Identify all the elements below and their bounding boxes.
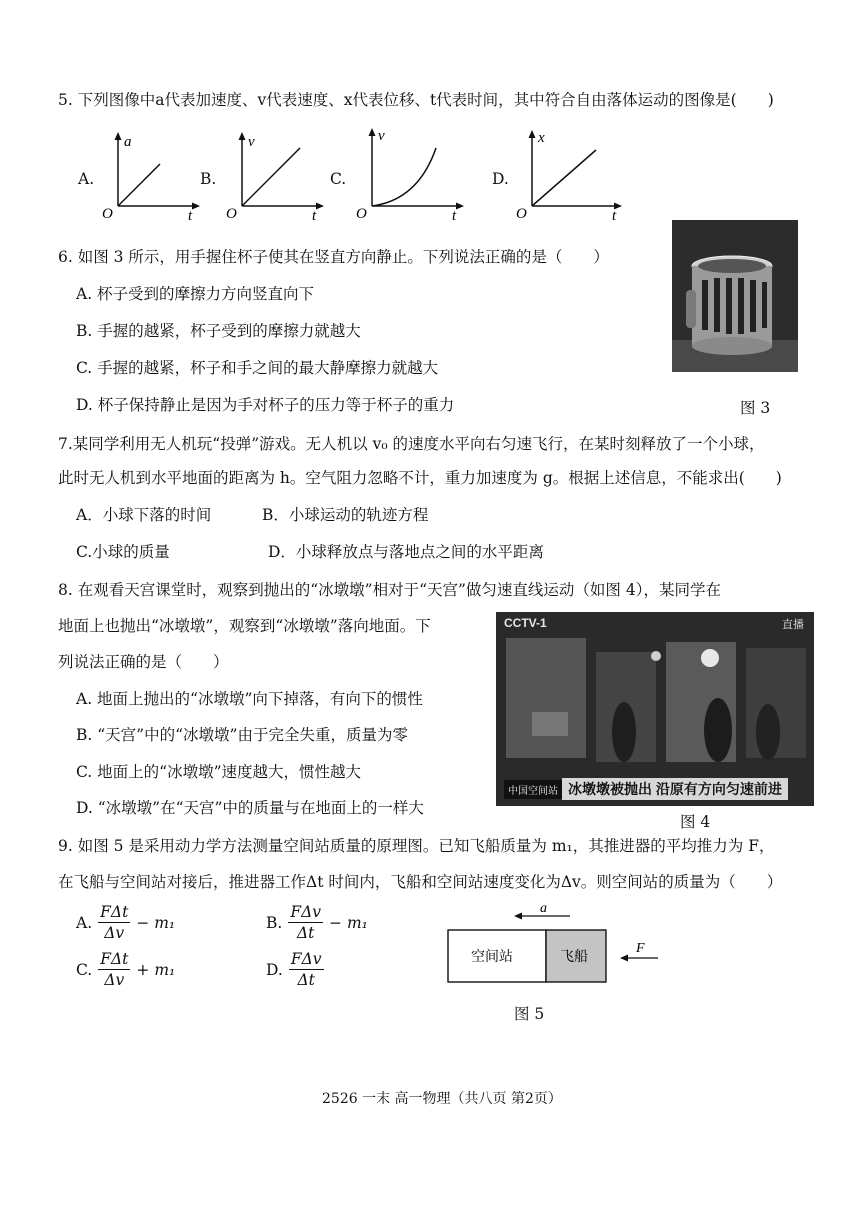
tv-headline: 冰墩墩被抛出 沿原有方向匀速前进 <box>562 778 788 800</box>
q5-graph-c-yaxis: v <box>378 128 385 144</box>
q9-option-b-numerator: FΔv <box>290 903 322 921</box>
q8-option-a: A. 地面上抛出的“冰墩墩”向下掉落，有向下的惯性 <box>76 690 423 708</box>
q9-option-b-letter: B. <box>266 913 283 932</box>
q5-graph-c-origin: O <box>356 206 367 220</box>
q6-option-d: D. 杯子保持静止是因为手对杯子的压力等于杯子的重力 <box>76 396 455 414</box>
q5-graph-d-xaxis: t <box>612 208 617 220</box>
q8-tv-screenshot <box>496 612 814 806</box>
q9-option-a-fraction <box>98 903 130 942</box>
q5-graph-c-xaxis: t <box>452 208 457 220</box>
q6-stem: 6. 如图 3 所示，用手握住杯子使其在竖直方向静止。下列说法正确的是（ ） <box>58 248 609 266</box>
q6-figure-caption: 图 3 <box>740 399 771 417</box>
q9-ship-label: 飞船 <box>560 950 588 965</box>
q5-stem: 5. 下列图像中a代表加速度、v代表速度、x代表位移、t代表时间，其中符合自由落体运动的图像是( ) <box>58 91 774 109</box>
q9-option-d <box>266 950 330 989</box>
q9-line1: 9. 如图 5 是采用动力学方法测量空间站质量的原理图。已知飞船质量为 m₁，其推进器的平均推力为 F， <box>58 837 775 855</box>
q9-option-d-numerator: FΔv <box>290 950 322 968</box>
q5-graph-c-letter: C. <box>330 170 347 188</box>
q9-accel-label: a <box>540 901 547 916</box>
q9-option-c-letter: C. <box>76 960 93 979</box>
q9-force-label: F <box>636 941 645 956</box>
q9-option-d-letter: D. <box>266 960 283 979</box>
q9-option-c-tail: + m₁ <box>136 960 176 979</box>
q9-option-c-fraction <box>98 950 130 989</box>
q5-graph-a <box>98 128 208 220</box>
q9-option-a-tail: − m₁ <box>136 913 176 932</box>
q5-graph-a-yaxis: a <box>124 134 132 150</box>
q9-option-b-tail: − m₁ <box>329 913 368 932</box>
q6-option-b: B. 手握的越紧，杯子受到的摩擦力就越大 <box>76 322 361 340</box>
q8-line2: 地面上也抛出“冰墩墩”，观察到“冰墩墩”落向地面。下 <box>58 617 431 635</box>
q5-graph-d-letter: D. <box>492 170 509 188</box>
q9-option-b <box>266 903 368 942</box>
q9-option-a-letter: A. <box>76 913 93 932</box>
q5-graph-c <box>352 122 472 220</box>
tv-logo: CCTV-1 <box>504 616 547 630</box>
q8-option-b: B. “天宫”中的“冰墩墩”由于完全失重，质量为零 <box>76 726 408 744</box>
q5-graph-d-origin: O <box>516 206 527 220</box>
q9-option-a-numerator: FΔt <box>100 903 129 921</box>
q6-option-a: A. 杯子受到的摩擦力方向竖直向下 <box>76 285 315 303</box>
q8-option-d: D. “冰墩墩”在“天宫”中的质量与在地面上的一样大 <box>76 799 424 817</box>
q9-option-c-numerator: FΔt <box>100 950 129 968</box>
q9-option-a <box>76 903 175 942</box>
q5-graph-b-yaxis: v <box>248 134 255 150</box>
q9-option-b-denominator: Δt <box>296 924 315 942</box>
q9-option-c-denominator: Δv <box>104 971 125 989</box>
q9-diagram <box>440 900 670 992</box>
q7-option-a: A．小球下落的时间 <box>76 506 212 524</box>
q6-option-c: C. 手握的越紧，杯子和手之间的最大静摩擦力就越大 <box>76 359 439 377</box>
tv-live-tag: 直播 <box>782 619 804 631</box>
q7-option-c: C.小球的质量 <box>76 543 170 561</box>
q5-graph-b-xaxis: t <box>312 208 317 220</box>
q9-line2: 在飞船与空间站对接后，推进器工作Δt 时间内，飞船和空间站速度变化为Δv。则空间站的质量为（ ） <box>58 873 783 891</box>
q9-option-d-fraction <box>289 950 324 989</box>
tv-badge: 中国空间站 <box>504 780 562 799</box>
q9-figure-caption: 图 5 <box>514 1005 545 1023</box>
q7-option-b: B．小球运动的轨迹方程 <box>262 506 429 524</box>
q6-cup-photo <box>672 220 798 372</box>
space-station-scene <box>496 612 814 806</box>
q7-option-d: D．小球释放点与落地点之间的水平距离 <box>268 543 544 561</box>
q5-graph-d-yaxis: x <box>538 130 545 146</box>
page-footer: 2526 一末 高一物理（共八页 第2页） <box>322 1091 562 1107</box>
q5-graph-b-origin: O <box>226 206 237 220</box>
q8-line1: 8. 在观看天宫课堂时，观察到抛出的“冰墩墩”相对于“天宫”做匀速直线运动（如图 4），某同学在 <box>58 581 721 599</box>
q5-graph-a-origin: O <box>102 206 113 220</box>
q8-line3: 列说法正确的是（ ） <box>58 653 229 671</box>
q9-option-b-fraction <box>288 903 323 942</box>
q9-option-d-denominator: Δt <box>297 971 315 989</box>
q5-graph-a-letter: A. <box>78 170 95 188</box>
q5-graph-b-letter: B. <box>200 170 217 188</box>
q5-graph-a-xaxis: t <box>188 208 193 220</box>
q8-figure-caption: 图 4 <box>680 813 711 831</box>
q9-option-c <box>76 950 175 989</box>
q9-station-label: 空间站 <box>471 950 513 965</box>
q5-graph-b <box>222 128 332 220</box>
cup-illustration <box>672 220 798 372</box>
q7-line1: 7.某同学利用无人机玩“投弹”游戏。无人机以 v₀ 的速度水平向右匀速飞行，在某时刻释放了一个小球， <box>58 435 765 453</box>
q7-line2: 此时无人机到水平地面的距离为 h。空气阻力忽略不计，重力加速度为 g。根据上述信息，不能求出( ) <box>58 469 782 487</box>
q9-option-a-denominator: Δv <box>104 924 125 942</box>
q8-option-c: C. 地面上的“冰墩墩”速度越大，惯性越大 <box>76 763 362 781</box>
q5-graph-d <box>512 124 632 220</box>
